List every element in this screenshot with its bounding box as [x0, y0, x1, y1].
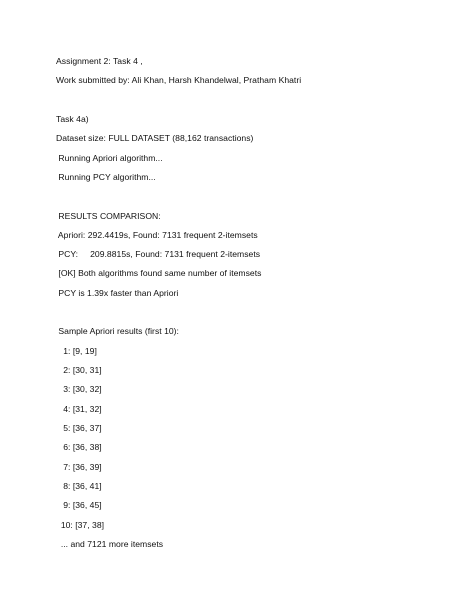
- apriori-result: Apriori: 292.4419s, Found: 7131 frequent 2-itemsets: [56, 230, 258, 240]
- dataset-size: Dataset size: FULL DATASET (88,162 transactions): [56, 133, 254, 143]
- pcy-result: PCY: 209.8815s, Found: 7131 frequent 2-itemsets: [56, 249, 261, 259]
- authors-line: Work submitted by: Ali Khan, Harsh Khandelwal, Pratham Khatri: [56, 75, 302, 85]
- speedup-message: PCY is 1.39x faster than Apriori: [56, 288, 179, 298]
- list-item: 6: [36, 38]: [56, 442, 102, 452]
- assignment-title: Assignment 2: Task 4 ,: [56, 56, 143, 66]
- running-apriori: Running Apriori algorithm...: [56, 153, 163, 163]
- list-item: 9: [36, 45]: [56, 500, 102, 510]
- list-item: 2: [30, 31]: [56, 365, 102, 375]
- list-item: 3: [30, 32]: [56, 384, 102, 394]
- more-itemsets: ... and 7121 more itemsets: [56, 539, 164, 549]
- list-item: 4: [31, 32]: [56, 404, 102, 414]
- running-pcy: Running PCY algorithm...: [56, 172, 156, 182]
- results-heading: RESULTS COMPARISON:: [56, 211, 161, 221]
- list-item: 7: [36, 39]: [56, 462, 102, 472]
- list-item: 10: [37, 38]: [56, 520, 105, 530]
- ok-message: [OK] Both algorithms found same number of itemsets: [56, 268, 262, 278]
- list-item: 1: [9, 19]: [56, 346, 97, 356]
- sample-heading: Sample Apriori results (first 10):: [56, 326, 179, 336]
- list-item: 8: [36, 41]: [56, 481, 102, 491]
- task-heading: Task 4a): [56, 114, 89, 124]
- list-item: 5: [36, 37]: [56, 423, 102, 433]
